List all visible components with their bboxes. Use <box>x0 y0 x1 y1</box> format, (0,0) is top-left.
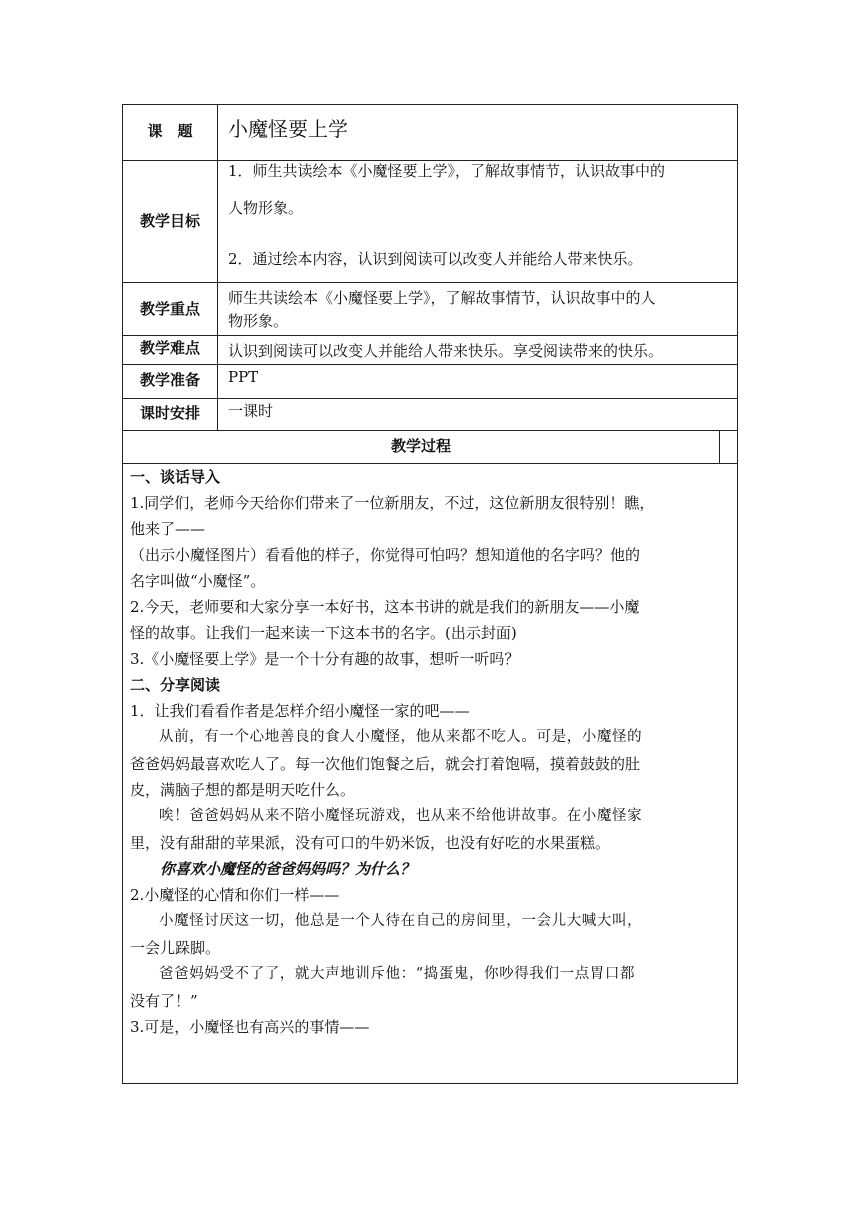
label-objectives: 教学目标 <box>139 212 200 230</box>
label-difficulties: 教学难点 <box>139 339 200 357</box>
label-preparation: 教学准备 <box>139 371 200 389</box>
key-point-line-1: 师生共读绘本《小魔怪要上学》，了解故事情节，认识故事中的人 <box>228 289 656 307</box>
preparation-text: PPT <box>228 368 259 386</box>
process-line: 里，没有甜甜的苹果派，没有可口的牛奶米饭，也没有好吃的水果蛋糕。 <box>130 834 611 852</box>
process-line: 小魔怪讨厌这一切，他总是一个人待在自己的房间里，一会儿大喊大叫， <box>159 913 643 929</box>
process-line: 名字叫做“小魔怪”。 <box>130 572 266 590</box>
discussion-question: 你喜欢小魔怪的爸爸妈妈吗？为什么？ <box>160 860 416 878</box>
process-line: 3.可是，小魔怪也有高兴的事情—— <box>130 1018 370 1036</box>
process-line: 一会儿跺脚。 <box>130 939 221 957</box>
process-line: （出示小魔怪图片）看看他的样子，你觉得可怕吗？想知道他的名字吗？他的 <box>130 546 641 564</box>
objective-line-3: 2．通过绘本内容，认识到阅读可以改变人并能给人带来快乐。 <box>228 250 643 268</box>
process-line: 2.小魔怪的心情和你们一样—— <box>130 886 340 904</box>
process-line: 怪的故事。让我们一起来读一下这本书的名字。(出示封面) <box>130 624 517 642</box>
process-line: 没有了！” <box>130 992 198 1010</box>
section-heading: 一、谈话导入 <box>130 468 221 486</box>
process-line: 爸爸妈妈最喜欢吃人了。每一次他们饱餐之后，就会打着饱嗝，摸着鼓鼓的肚 <box>130 755 641 773</box>
process-line: 从前，有一个心地善良的食人小魔怪，他从来都不吃人。可是，小魔怪的 <box>159 729 643 745</box>
process-line: 1.同学们，老师今天给你们带来了一位新朋友，不过，这位新朋友很特别！瞧， <box>130 494 655 512</box>
label-topic: 课 题 <box>147 122 193 140</box>
difficulties-text: 认识到阅读可以改变人并能给人带来快乐。享受阅读带来的快乐。 <box>228 342 664 360</box>
key-point-line-2: 物形象。 <box>228 312 289 330</box>
process-line: 爸爸妈妈受不了了，就大声地训斥他：“捣蛋鬼，你吵得我们一点胃口都 <box>159 966 636 982</box>
process-line: 皮，满脑子想的都是明天吃什么。 <box>130 781 356 799</box>
process-line: 2.今天，老师要和大家分享一本好书，这本书讲的就是我们的新朋友——小魔 <box>130 598 640 616</box>
objective-line-2: 人物形象。 <box>228 199 304 217</box>
lesson-title: 小魔怪要上学 <box>228 117 348 141</box>
process-line: 1．让我们看看作者是怎样介绍小魔怪一家的吧—— <box>130 702 470 720</box>
label-schedule: 课时安排 <box>139 404 200 422</box>
process-line: 3.《小魔怪要上学》是一个十分有趣的故事，想听一听吗？ <box>130 650 520 668</box>
process-line: 他来了—— <box>130 520 206 538</box>
process-line: 唉！爸爸妈妈从来不陪小魔怪玩游戏，也从来不给他讲故事。在小魔怪家 <box>159 808 643 824</box>
schedule-text: 一课时 <box>228 402 274 420</box>
label-key-points: 教学重点 <box>139 300 200 318</box>
process-heading: 教学过程 <box>390 437 451 455</box>
process-body <box>130 464 720 1040</box>
section-heading: 二、分享阅读 <box>130 676 221 694</box>
objective-line-1: 1．师生共读绘本《小魔怪要上学》，了解故事情节，认识故事中的 <box>228 162 666 180</box>
